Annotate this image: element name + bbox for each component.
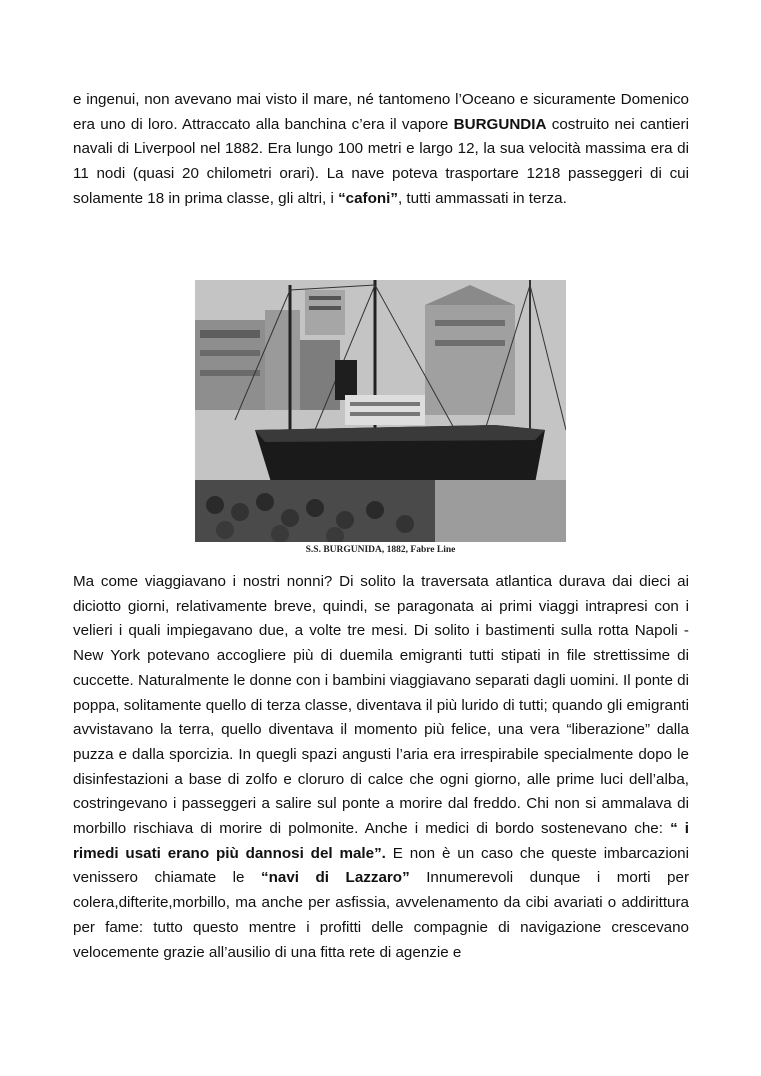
figure-caption: S.S. BURGUNIDA, 1882, Fabre Line [305, 545, 456, 555]
paragraph-2-text-c: Innumerevoli dunque i morti per colera,difterite,morbillo, ma anche per asfissia, avvelenamento da cibi avariati o addirittura per fame: tutto questo mentre i profitti delle compagnie di navigazione crescevano velocemente grazie all’ausilio di una fitta rete di agenzie e [73, 869, 689, 961]
paragraph-1-text-b: costruito nei cantieri navali di Liverpool nel 1882. Era lungo 100 metri e largo 12, la sua velocità massima era di 11 nodi (quasi 20 chilometri orari). La nave poteva trasportare 1218 passeggeri di cui solamente 18 in prima classe, gli altri, i [73, 115, 689, 207]
ship-photo-illustration [195, 280, 566, 542]
paragraph-2-text-a: Ma come viaggiavano i nostri nonni? Di solito la traversata atlantica durava dai dieci ai diciotto giorni, relativamente breve, quindi, se paragonata ai primi viaggi intrapresi con i velieri i quali impiegavano due, a volte tre mesi. Di solito i bastimenti sulla rotta Napoli - New York potevano accogliere più di duemila emigranti tutti stipati in file strettissime di cuccette. Naturalmente le donne con i bambini viaggiavano separati dagli uomini. Il ponte di poppa, solitamente quello di terza classe, diventava il più lurido di tutti; quando gli emigranti avvistavano la terra, quello diventava il momento più felice, una vera “liberazione” dalla puzza e dalla sporcizia. In quegli spazi angusti l’aria era irrespirabile specialmente dopo le disinfestazioni a base di zolfo e cloruro di calce che ogni giorno, alle prime luci dell’alba, costringevano i passeggeri a salire sul ponte a morire dal freddo. Chi non si ammalava di morbillo rischiava di morire di polmonite. Anche i medici di bordo sostenevano che: [73, 573, 689, 838]
paragraph-1 [73, 88, 689, 212]
ship-name: BURGUNDIA [453, 115, 547, 133]
ship-figure [195, 280, 566, 558]
paragraph-1-text-a: e ingenui, non avevano mai visto il mare, né tantomeno l’Oceano e sicuramente Domenico era uno di loro. Attraccato alla banchina c’era il vapore [73, 91, 689, 133]
ship-photo [195, 280, 566, 542]
doctors-quote: “ i rimedi usati erano più dannosi del male”. [73, 820, 689, 862]
cafoni-term: “cafoni” [338, 189, 398, 207]
lazzaro-ships-term: “navi di Lazzaro” [261, 869, 410, 887]
paragraph-2-text-b: E non è un caso che queste imbarcazioni venissero chiamate le [73, 844, 689, 887]
paragraph-1-text-c: , tutti ammassati in terza. [397, 189, 567, 207]
paragraph-2 [73, 570, 689, 965]
